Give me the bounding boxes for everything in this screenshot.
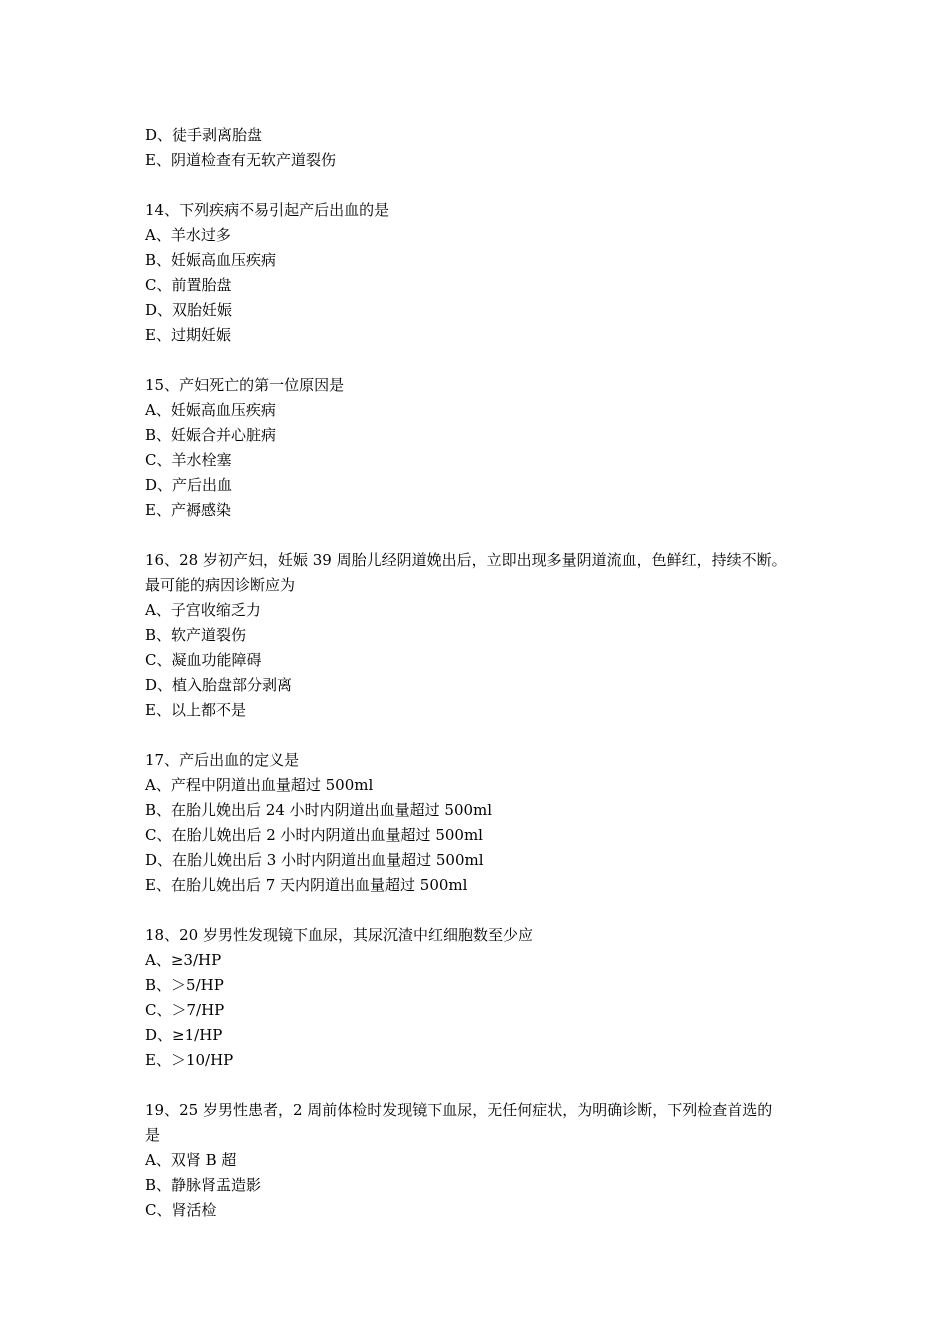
option-c: C、＞7/HP (145, 1001, 225, 1019)
spacer (145, 173, 825, 198)
option-d: D、植入胎盘部分剥离 (145, 676, 293, 694)
spacer (145, 723, 825, 748)
document-page (145, 123, 825, 1223)
option-c: C、在胎儿娩出后 2 小时内阴道出血量超过 500ml (145, 826, 483, 844)
option-d: D、在胎儿娩出后 3 小时内阴道出血量超过 500ml (145, 851, 484, 869)
option-e: E、＞10/HP (145, 1051, 234, 1069)
question-16-stem-line2: 最可能的病因诊断应为 (145, 576, 296, 594)
option-d: D、双胎妊娠 (145, 301, 233, 319)
option-a: A、≥3/HP (145, 951, 222, 969)
question-19-stem-line2: 是 (145, 1126, 161, 1144)
option-e: E、阴道检查有无软产道裂伤 (145, 151, 336, 169)
spacer (145, 348, 825, 373)
option-b: B、＞5/HP (145, 976, 224, 994)
option-b: B、在胎儿娩出后 24 小时内阴道出血量超过 500ml (145, 801, 493, 819)
option-a: A、子宫收缩乏力 (145, 601, 261, 619)
option-d: D、徒手剥离胎盘 (145, 126, 263, 144)
option-c: C、肾活检 (145, 1201, 217, 1219)
question-16-stem-line1: 16、28 岁初产妇，妊娠 39 周胎儿经阴道娩出后，立即出现多量阴道流血，色鲜红，持续不断。 (145, 551, 787, 569)
question-19-stem-line1: 19、25 岁男性患者，2 周前体检时发现镜下血尿，无任何症状，为明确诊断，下列检查首选的 (145, 1101, 773, 1119)
option-b: B、妊娠合并心脏病 (145, 426, 277, 444)
question-14-stem: 14、下列疾病不易引起产后出血的是 (145, 201, 390, 219)
option-a: A、妊娠高血压疾病 (145, 401, 276, 419)
option-b: B、软产道裂伤 (145, 626, 247, 644)
option-c: C、凝血功能障碍 (145, 651, 262, 669)
option-a: A、羊水过多 (145, 226, 231, 244)
spacer (145, 898, 825, 923)
option-e: E、过期妊娠 (145, 326, 231, 344)
option-c: C、前置胎盘 (145, 276, 232, 294)
question-17-stem: 17、产后出血的定义是 (145, 751, 300, 769)
option-e: E、以上都不是 (145, 701, 246, 719)
option-a: A、产程中阴道出血量超过 500ml (145, 776, 374, 794)
option-b: B、妊娠高血压疾病 (145, 251, 277, 269)
option-e: E、产褥感染 (145, 501, 231, 519)
option-b: B、静脉肾盂造影 (145, 1176, 262, 1194)
option-a: A、双肾 B 超 (145, 1151, 237, 1169)
option-c: C、羊水栓塞 (145, 451, 232, 469)
option-d: D、产后出血 (145, 476, 233, 494)
question-15-stem: 15、产妇死亡的第一位原因是 (145, 376, 345, 394)
question-18-stem: 18、20 岁男性发现镜下血尿，其尿沉渣中红细胞数至少应 (145, 926, 533, 944)
option-d: D、≥1/HP (145, 1026, 223, 1044)
option-e: E、在胎儿娩出后 7 天内阴道出血量超过 500ml (145, 876, 468, 894)
spacer (145, 1073, 825, 1098)
spacer (145, 523, 825, 548)
